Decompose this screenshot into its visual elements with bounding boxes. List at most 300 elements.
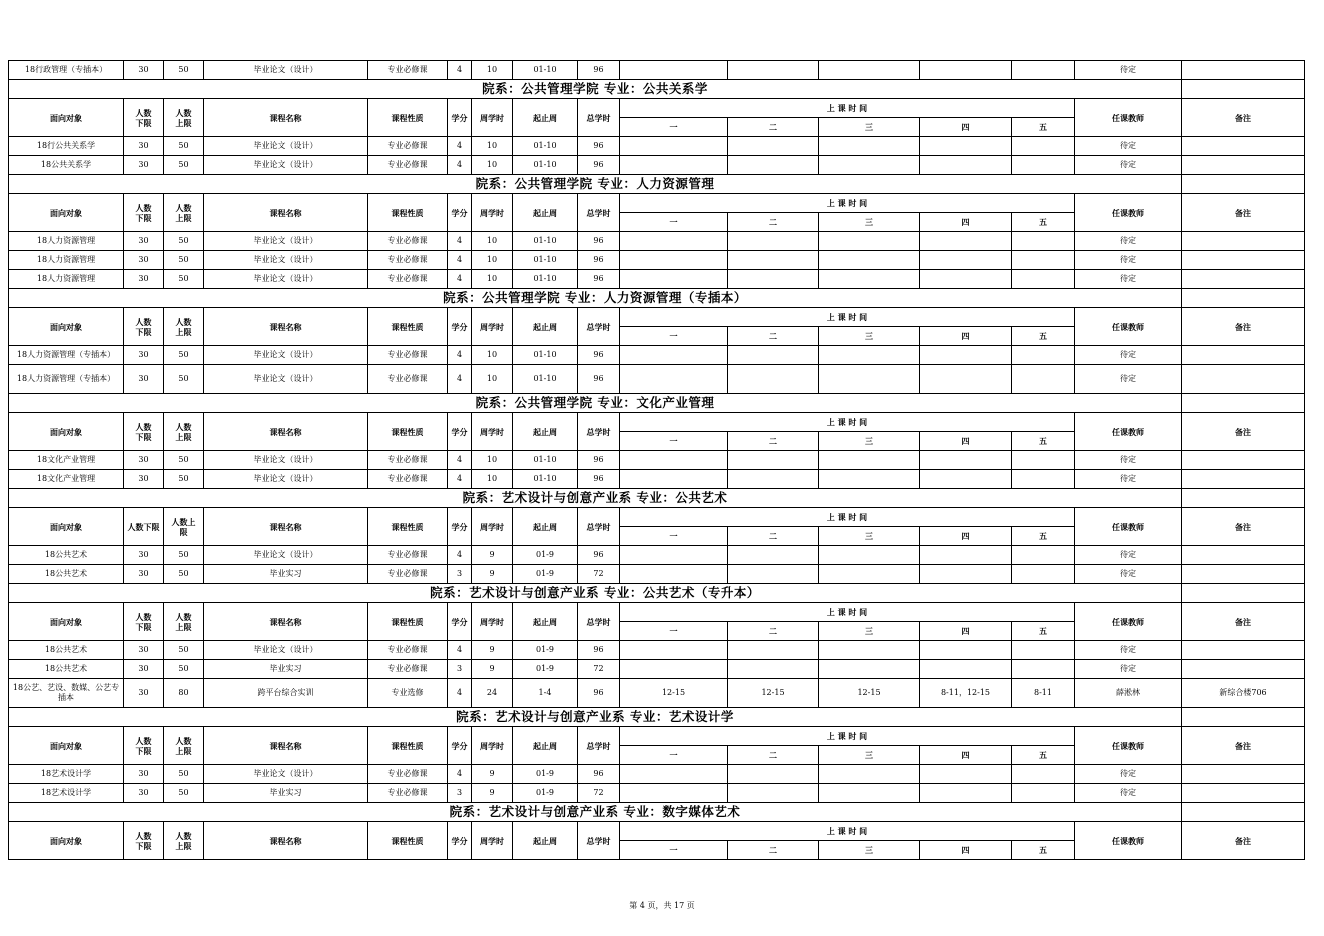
cell-mon	[620, 270, 728, 289]
cell-teacher: 待定	[1075, 156, 1182, 175]
cell-course-type: 专业必修课	[368, 565, 448, 584]
cell-course-type: 专业必修课	[368, 365, 448, 394]
cell-course-type: 专业必修课	[368, 660, 448, 679]
header-total: 总学时	[578, 194, 620, 232]
cell-tue	[728, 346, 819, 365]
header-audience: 面向对象	[9, 727, 124, 765]
cell-weekly-hours: 9	[472, 546, 513, 565]
cell-wed	[819, 156, 920, 175]
table-row	[9, 641, 1305, 660]
cell-wed	[819, 765, 920, 784]
cell-remark	[1182, 641, 1305, 660]
header-weeks: 起止周	[513, 508, 578, 546]
cell-mon	[620, 346, 728, 365]
header-total: 总学时	[578, 508, 620, 546]
header-day: 五	[1012, 746, 1075, 765]
cell-course-name: 毕业实习	[204, 660, 368, 679]
cell-audience: 18公共艺术	[9, 641, 124, 660]
cell-audience: 18人力资源管理（专插本）	[9, 365, 124, 394]
header-type: 课程性质	[368, 822, 448, 860]
header-remark: 备注	[1182, 308, 1305, 346]
header-credit: 学分	[448, 308, 472, 346]
cell-course-type: 专业必修课	[368, 137, 448, 156]
header-day: 一	[620, 527, 728, 546]
cell-course-name: 毕业论文（设计）	[204, 251, 368, 270]
header-weeks: 起止周	[513, 194, 578, 232]
header-weekly: 周学时	[472, 413, 513, 451]
cell-wed	[819, 470, 920, 489]
cell-weekly-hours: 9	[472, 765, 513, 784]
cell-audience: 18人力资源管理（专插本）	[9, 346, 124, 365]
cell-mon	[620, 765, 728, 784]
cell-course-name: 毕业论文（设计）	[204, 451, 368, 470]
table-row	[9, 156, 1305, 175]
table-row	[9, 251, 1305, 270]
header-day: 三	[819, 327, 920, 346]
header-row	[9, 603, 1305, 622]
cell-weekly-hours: 10	[472, 270, 513, 289]
cell-week-range: 01-9	[513, 784, 578, 803]
cell-audience: 18公共艺术	[9, 660, 124, 679]
cell-min-count: 30	[124, 346, 164, 365]
header-max: 人数 上限	[164, 308, 204, 346]
cell-wed	[819, 451, 920, 470]
cell-wed	[819, 232, 920, 251]
header-day: 四	[920, 622, 1012, 641]
cell-remark	[1182, 470, 1305, 489]
cell-thu	[920, 156, 1012, 175]
header-min: 人数 下限	[124, 822, 164, 860]
header-course: 课程名称	[204, 308, 368, 346]
cell-tue	[728, 251, 819, 270]
cell-teacher: 待定	[1075, 641, 1182, 660]
cell-min-count: 30	[124, 765, 164, 784]
section-title-spacer	[1182, 489, 1305, 508]
cell-course-type: 专业必修课	[368, 641, 448, 660]
cell-teacher: 薛淞林	[1075, 679, 1182, 708]
cell-max-count: 50	[164, 784, 204, 803]
cell-course-type: 专业必修课	[368, 270, 448, 289]
header-max: 人数 上限	[164, 194, 204, 232]
header-day: 五	[1012, 432, 1075, 451]
table-row	[9, 61, 1305, 80]
cell-mon	[620, 660, 728, 679]
header-day: 一	[620, 841, 728, 860]
cell-teacher: 待定	[1075, 565, 1182, 584]
table-row	[9, 232, 1305, 251]
cell-audience: 18艺术设计学	[9, 784, 124, 803]
cell-remark	[1182, 784, 1305, 803]
cell-thu	[920, 346, 1012, 365]
header-remark: 备注	[1182, 727, 1305, 765]
header-day: 五	[1012, 622, 1075, 641]
cell-total-hours: 96	[578, 270, 620, 289]
table-row	[9, 546, 1305, 565]
cell-wed	[819, 346, 920, 365]
table-row	[9, 346, 1305, 365]
header-teacher: 任课教师	[1075, 194, 1182, 232]
cell-course-name: 毕业论文（设计）	[204, 156, 368, 175]
table-row	[9, 137, 1305, 156]
cell-wed	[819, 251, 920, 270]
cell-min-count: 30	[124, 251, 164, 270]
header-schedule: 上 课 时 间	[620, 308, 1075, 327]
header-row	[9, 308, 1305, 327]
header-max: 人数 上限	[164, 603, 204, 641]
header-day: 三	[819, 118, 920, 137]
header-credit: 学分	[448, 413, 472, 451]
header-total: 总学时	[578, 603, 620, 641]
header-course: 课程名称	[204, 822, 368, 860]
header-audience: 面向对象	[9, 99, 124, 137]
header-credit: 学分	[448, 603, 472, 641]
table-row	[9, 451, 1305, 470]
cell-fri	[1012, 232, 1075, 251]
cell-fri	[1012, 270, 1075, 289]
cell-course-name: 跨平台综合实训	[204, 679, 368, 708]
cell-fri	[1012, 660, 1075, 679]
cell-mon	[620, 232, 728, 251]
cell-audience: 18文化产业管理	[9, 451, 124, 470]
header-row	[9, 508, 1305, 527]
section-title-row	[9, 80, 1305, 99]
cell-weekly-hours: 10	[472, 232, 513, 251]
cell-course-name: 毕业论文（设计）	[204, 470, 368, 489]
cell-teacher: 待定	[1075, 660, 1182, 679]
cell-min-count: 30	[124, 784, 164, 803]
section-title-row	[9, 175, 1305, 194]
header-day: 五	[1012, 841, 1075, 860]
header-credit: 学分	[448, 508, 472, 546]
header-min: 人数 下限	[124, 727, 164, 765]
cell-thu	[920, 365, 1012, 394]
cell-fri	[1012, 251, 1075, 270]
section-title-row	[9, 803, 1305, 822]
header-type: 课程性质	[368, 308, 448, 346]
cell-course-name: 毕业论文（设计）	[204, 546, 368, 565]
header-remark: 备注	[1182, 508, 1305, 546]
cell-total-hours: 72	[578, 565, 620, 584]
cell-mon	[620, 61, 728, 80]
cell-tue	[728, 660, 819, 679]
cell-tue	[728, 270, 819, 289]
header-day: 一	[620, 622, 728, 641]
cell-remark	[1182, 61, 1305, 80]
cell-fri	[1012, 765, 1075, 784]
header-row	[9, 822, 1305, 841]
cell-wed: 12-15	[819, 679, 920, 708]
header-type: 课程性质	[368, 727, 448, 765]
header-total: 总学时	[578, 822, 620, 860]
cell-thu	[920, 470, 1012, 489]
table-row	[9, 270, 1305, 289]
header-type: 课程性质	[368, 508, 448, 546]
cell-remark	[1182, 365, 1305, 394]
header-day: 一	[620, 213, 728, 232]
header-schedule: 上 课 时 间	[620, 413, 1075, 432]
cell-remark	[1182, 270, 1305, 289]
header-teacher: 任课教师	[1075, 508, 1182, 546]
cell-max-count: 50	[164, 470, 204, 489]
cell-total-hours: 96	[578, 451, 620, 470]
cell-weekly-hours: 10	[472, 251, 513, 270]
cell-max-count: 50	[164, 565, 204, 584]
cell-teacher: 待定	[1075, 765, 1182, 784]
cell-wed	[819, 784, 920, 803]
cell-total-hours: 72	[578, 784, 620, 803]
cell-course-name: 毕业实习	[204, 784, 368, 803]
cell-min-count: 30	[124, 660, 164, 679]
header-remark: 备注	[1182, 413, 1305, 451]
header-schedule: 上 课 时 间	[620, 508, 1075, 527]
header-row	[9, 413, 1305, 432]
header-weeks: 起止周	[513, 727, 578, 765]
cell-weekly-hours: 10	[472, 365, 513, 394]
header-total: 总学时	[578, 413, 620, 451]
cell-course-type: 专业必修课	[368, 61, 448, 80]
section-title-spacer	[1182, 708, 1305, 727]
cell-audience: 18人力资源管理	[9, 251, 124, 270]
header-day: 三	[819, 622, 920, 641]
cell-teacher: 待定	[1075, 270, 1182, 289]
cell-week-range: 01-10	[513, 451, 578, 470]
cell-audience: 18公艺、艺设、数媒、公艺专插本	[9, 679, 124, 708]
cell-audience: 18行政管理（专插本）	[9, 61, 124, 80]
cell-max-count: 50	[164, 137, 204, 156]
table-row	[9, 660, 1305, 679]
header-min: 人数 下限	[124, 194, 164, 232]
header-min: 人数下限	[124, 508, 164, 546]
header-min: 人数 下限	[124, 413, 164, 451]
header-total: 总学时	[578, 99, 620, 137]
header-remark: 备注	[1182, 194, 1305, 232]
cell-wed	[819, 565, 920, 584]
cell-week-range: 01-10	[513, 137, 578, 156]
cell-thu	[920, 660, 1012, 679]
cell-thu	[920, 784, 1012, 803]
cell-thu	[920, 565, 1012, 584]
cell-total-hours: 96	[578, 232, 620, 251]
cell-max-count: 50	[164, 61, 204, 80]
cell-credit: 4	[448, 451, 472, 470]
cell-weekly-hours: 9	[472, 784, 513, 803]
cell-thu	[920, 270, 1012, 289]
cell-max-count: 50	[164, 346, 204, 365]
cell-total-hours: 96	[578, 61, 620, 80]
cell-course-name: 毕业论文（设计）	[204, 365, 368, 394]
header-type: 课程性质	[368, 603, 448, 641]
header-audience: 面向对象	[9, 822, 124, 860]
section-title-row	[9, 289, 1305, 308]
cell-credit: 4	[448, 270, 472, 289]
cell-audience: 18人力资源管理	[9, 232, 124, 251]
cell-teacher: 待定	[1075, 784, 1182, 803]
cell-min-count: 30	[124, 270, 164, 289]
cell-tue	[728, 232, 819, 251]
cell-credit: 4	[448, 365, 472, 394]
cell-mon	[620, 470, 728, 489]
cell-credit: 4	[448, 232, 472, 251]
header-course: 课程名称	[204, 99, 368, 137]
cell-thu	[920, 451, 1012, 470]
header-remark: 备注	[1182, 603, 1305, 641]
cell-wed	[819, 365, 920, 394]
header-min: 人数 下限	[124, 308, 164, 346]
cell-fri	[1012, 451, 1075, 470]
cell-remark	[1182, 137, 1305, 156]
cell-course-type: 专业必修课	[368, 156, 448, 175]
header-type: 课程性质	[368, 413, 448, 451]
header-type: 课程性质	[368, 194, 448, 232]
header-audience: 面向对象	[9, 194, 124, 232]
cell-min-count: 30	[124, 61, 164, 80]
cell-tue	[728, 641, 819, 660]
cell-week-range: 01-9	[513, 641, 578, 660]
cell-teacher: 待定	[1075, 365, 1182, 394]
header-course: 课程名称	[204, 603, 368, 641]
section-title-row	[9, 394, 1305, 413]
cell-audience: 18文化产业管理	[9, 470, 124, 489]
cell-remark	[1182, 232, 1305, 251]
header-schedule: 上 课 时 间	[620, 99, 1075, 118]
cell-weekly-hours: 10	[472, 346, 513, 365]
header-day: 三	[819, 527, 920, 546]
cell-teacher: 待定	[1075, 137, 1182, 156]
cell-fri	[1012, 156, 1075, 175]
cell-credit: 4	[448, 679, 472, 708]
section-title-spacer	[1182, 175, 1305, 194]
cell-week-range: 01-9	[513, 765, 578, 784]
cell-max-count: 50	[164, 251, 204, 270]
cell-week-range: 01-10	[513, 232, 578, 251]
cell-teacher: 待定	[1075, 470, 1182, 489]
section-title: 院系：公共管理学院 专业：公共关系学	[9, 80, 1182, 99]
header-weeks: 起止周	[513, 99, 578, 137]
table-row	[9, 679, 1305, 708]
cell-week-range: 01-10	[513, 156, 578, 175]
cell-mon	[620, 156, 728, 175]
cell-total-hours: 96	[578, 679, 620, 708]
header-weeks: 起止周	[513, 822, 578, 860]
table-row	[9, 365, 1305, 394]
cell-mon	[620, 137, 728, 156]
cell-credit: 3	[448, 565, 472, 584]
cell-course-type: 专业必修课	[368, 765, 448, 784]
cell-tue	[728, 156, 819, 175]
header-day: 二	[728, 841, 819, 860]
cell-course-type: 专业必修课	[368, 784, 448, 803]
cell-course-name: 毕业论文（设计）	[204, 137, 368, 156]
header-day: 五	[1012, 213, 1075, 232]
header-max: 人数 上限	[164, 822, 204, 860]
cell-course-type: 专业必修课	[368, 232, 448, 251]
cell-wed	[819, 660, 920, 679]
cell-week-range: 01-10	[513, 470, 578, 489]
cell-week-range: 01-10	[513, 365, 578, 394]
cell-max-count: 50	[164, 232, 204, 251]
cell-course-name: 毕业论文（设计）	[204, 61, 368, 80]
cell-credit: 4	[448, 61, 472, 80]
header-weekly: 周学时	[472, 99, 513, 137]
cell-total-hours: 72	[578, 660, 620, 679]
table-row	[9, 765, 1305, 784]
header-remark: 备注	[1182, 99, 1305, 137]
cell-tue	[728, 470, 819, 489]
cell-course-type: 专业必修课	[368, 251, 448, 270]
page-footer: 第 4 页，共 17 页	[629, 901, 695, 910]
cell-tue	[728, 61, 819, 80]
cell-week-range: 01-9	[513, 565, 578, 584]
header-day: 五	[1012, 118, 1075, 137]
header-day: 四	[920, 432, 1012, 451]
cell-credit: 4	[448, 346, 472, 365]
cell-total-hours: 96	[578, 470, 620, 489]
header-day: 二	[728, 432, 819, 451]
cell-wed	[819, 641, 920, 660]
cell-min-count: 30	[124, 137, 164, 156]
header-teacher: 任课教师	[1075, 99, 1182, 137]
cell-tue	[728, 546, 819, 565]
cell-mon	[620, 641, 728, 660]
cell-course-type: 专业必修课	[368, 346, 448, 365]
section-title-row	[9, 584, 1305, 603]
cell-credit: 4	[448, 470, 472, 489]
header-remark: 备注	[1182, 822, 1305, 860]
cell-thu: 8-11，12-15	[920, 679, 1012, 708]
cell-mon	[620, 784, 728, 803]
header-day: 四	[920, 213, 1012, 232]
cell-weekly-hours: 10	[472, 451, 513, 470]
cell-total-hours: 96	[578, 346, 620, 365]
header-max: 人数 上限	[164, 413, 204, 451]
cell-course-type: 专业选修	[368, 679, 448, 708]
header-credit: 学分	[448, 727, 472, 765]
header-schedule: 上 课 时 间	[620, 822, 1075, 841]
cell-min-count: 30	[124, 156, 164, 175]
section-title-row	[9, 489, 1305, 508]
cell-audience: 18公共关系学	[9, 156, 124, 175]
header-weeks: 起止周	[513, 308, 578, 346]
cell-max-count: 50	[164, 765, 204, 784]
cell-weekly-hours: 10	[472, 61, 513, 80]
header-day: 二	[728, 527, 819, 546]
header-day: 一	[620, 432, 728, 451]
section-title: 院系：艺术设计与创意产业系 专业：艺术设计学	[9, 708, 1182, 727]
header-audience: 面向对象	[9, 413, 124, 451]
section-title-spacer	[1182, 584, 1305, 603]
cell-max-count: 50	[164, 365, 204, 394]
cell-remark	[1182, 346, 1305, 365]
header-day: 一	[620, 118, 728, 137]
cell-remark	[1182, 565, 1305, 584]
cell-credit: 4	[448, 546, 472, 565]
header-weekly: 周学时	[472, 822, 513, 860]
header-row	[9, 727, 1305, 746]
cell-tue	[728, 565, 819, 584]
cell-audience: 18公共艺术	[9, 565, 124, 584]
cell-course-type: 专业必修课	[368, 546, 448, 565]
header-course: 课程名称	[204, 194, 368, 232]
header-course: 课程名称	[204, 413, 368, 451]
header-day: 二	[728, 746, 819, 765]
cell-course-name: 毕业实习	[204, 565, 368, 584]
header-weekly: 周学时	[472, 603, 513, 641]
header-weeks: 起止周	[513, 603, 578, 641]
section-title-row	[9, 708, 1305, 727]
header-day: 三	[819, 841, 920, 860]
section-title-spacer	[1182, 803, 1305, 822]
cell-week-range: 01-9	[513, 660, 578, 679]
